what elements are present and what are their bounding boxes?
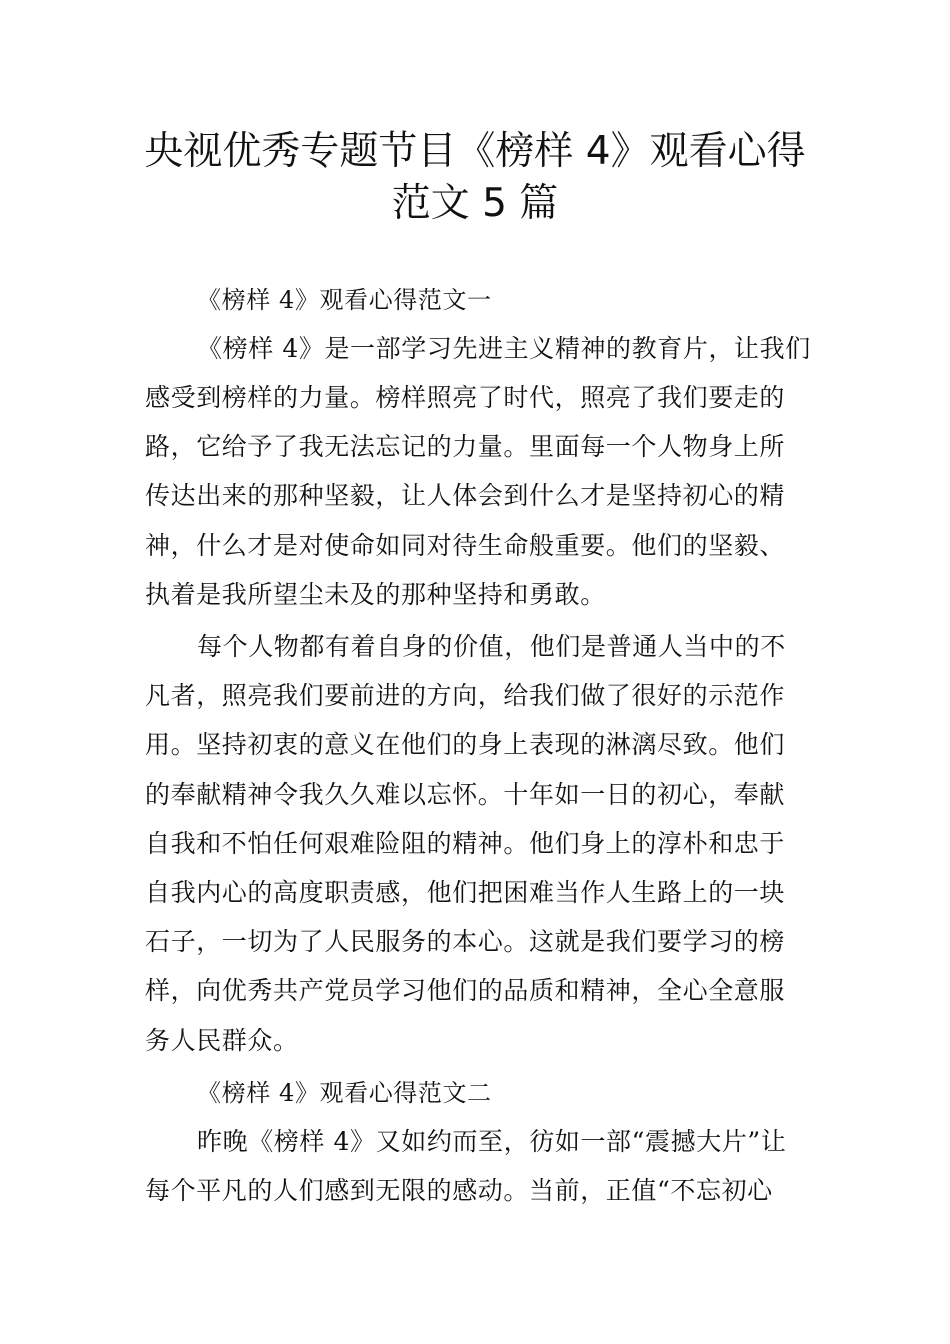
paragraph-line: 昨晚《榜样 4》又如约而至，彷如一部“震撼大片”让: [197, 1127, 787, 1156]
paragraph-line: 路，它给予了我无法忘记的力量。里面每一个人物身上所: [145, 432, 786, 461]
paragraph-line: 的奉献精神令我久久难以忘怀。十年如一日的初心，奉献: [145, 780, 786, 809]
paragraph-line: 自我内心的高度职责感，他们把困难当作人生路上的一块: [145, 878, 786, 907]
paragraph-line: 《榜样 4》是一部学习先进主义精神的教育片，让我们: [197, 334, 811, 363]
paragraph-line: 石子，一切为了人民服务的本心。这就是我们要学习的榜: [145, 927, 786, 956]
paragraph-line: 每个平凡的人们感到无限的感动。当前，正值“不忘初心: [145, 1176, 773, 1205]
paragraph-line: 感受到榜样的力量。榜样照亮了时代，照亮了我们要走的: [145, 383, 786, 412]
paragraph-line: 务人民群众。: [145, 1026, 299, 1055]
paragraph-line: 神，什么才是对使命如同对待生命般重要。他们的坚毅、: [145, 531, 786, 560]
paragraph-line: 自我和不怕任何艰难险阻的精神。他们身上的淳朴和忠于: [145, 829, 786, 858]
paragraph-line: 执着是我所望尘未及的那种坚持和勇敢。: [145, 580, 606, 609]
paragraph-line: 传达出来的那种坚毅，让人体会到什么才是坚持初心的精: [145, 481, 786, 510]
paragraph-line: 凡者，照亮我们要前进的方向，给我们做了很好的示范作: [145, 681, 786, 710]
document-title-line-2: 范文 5 篇: [391, 181, 559, 226]
paragraph-line: 用。坚持初衷的意义在他们的身上表现的淋漓尽致。他们: [145, 730, 786, 759]
section-heading-2: 《榜样 4》观看心得范文二: [197, 1079, 492, 1107]
document-title-line-1: 央视优秀专题节目《榜样 4》观看心得: [144, 129, 806, 174]
paragraph-line: 样，向优秀共产党员学习他们的品质和精神，全心全意服: [145, 976, 786, 1005]
paragraph-line: 每个人物都有着自身的价值，他们是普通人当中的不: [197, 632, 786, 661]
section-heading-1: 《榜样 4》观看心得范文一: [197, 286, 492, 314]
